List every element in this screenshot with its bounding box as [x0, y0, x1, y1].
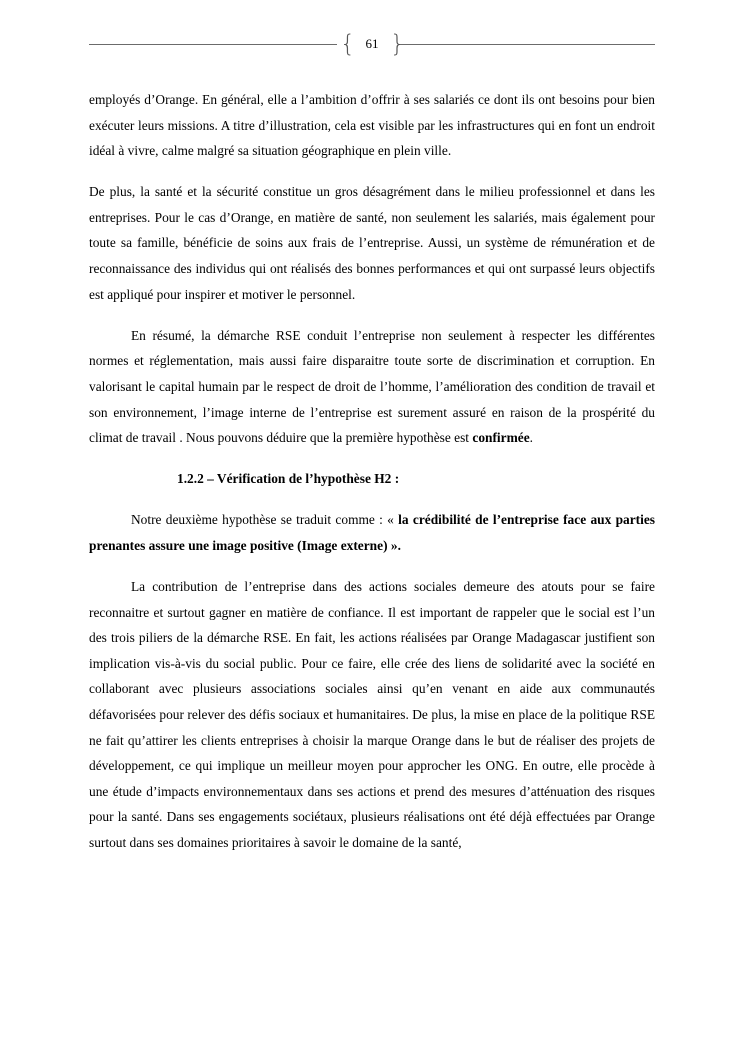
paragraph-health-safety: De plus, la santé et la sécurité constitue un gros désagrément dans le milieu professionnel et dans les entreprises. Pour le cas d’Orange, en matière de santé, non seulement les salariés, mais également pour toute sa famille, bénéficie de soins aux frais de l’entreprise. Aussi, un système de rémunération et de reconnaissance des individus qui ont réalisés des bonnes performances et qui ont surpassé leurs objectifs est appliqué pour inspirer et motiver le personnel. [89, 184, 655, 302]
hypothesis-statement: la crédibilité de l’entreprise face aux parties prenantes assure une image positive (Image externe) ». [89, 512, 655, 553]
paragraph-hypothesis-two [89, 507, 655, 558]
paragraph-employees: employés d’Orange. En général, elle a l’ambition d’offrir à ses salariés ce dont ils ont besoins pour bien exécuter leurs missions. A titre d’illustration, cela est visible par les infrastructures qui en font un endroit idéal à vivre, calme malgré sa situation géographique en plein ville. [89, 92, 655, 159]
paragraph-summary [89, 323, 655, 451]
summary-period: . [529, 430, 534, 446]
document-body [89, 87, 655, 856]
right-brace-icon: } [390, 30, 406, 58]
paragraph-contribution: La contribution de l’entreprise dans des actions sociales demeure des atouts pour se faire reconnaitre et surtout gagner en matière de confiance. Il est important de rappeler que le social est l’un des trois piliers de la démarche RSE. En fait, les actions réalisées par Orange Madagascar justifient son implication vis-à-vis du social public. Pour ce faire, elle crée des liens de solidarité avec la société en collaborant avec plusieurs associations sociales ainsi qu’en venant en aide aux communautés défavorisées pour relever des défis sociaux et humanitaires. De plus, la mise en place de la politique RSE ne fait qu’attirer les clients entreprises à choisir la marque Orange dans le but de réaliser des projets de développement, ce qui implique un meilleur moyen pour approcher les ONG. En outre, elle procède à une étude d’impacts environnementaux dans ses actions et prend des mesures d’atténuation des risques pour la santé. Dans ses engagements sociétaux, plusieurs réalisations ont été déjà effectuées par Orange surtout dans ses domaines prioritaires à savoir le domaine de la santé, [89, 579, 655, 850]
page-number: 61 [365, 36, 379, 51]
summary-text: En résumé, la démarche RSE conduit l’entreprise non seulement à respecter les différentes normes et réglementation, mais aussi faire disparaitre toute sorte de discrimination et corruption. En valorisant le capital humain par le respect de droit de l’homme, l’amélioration des condition de travail et son environnement, l’image interne de l’entreprise est surement assuré en raison de la prospérité du climat de travail . Nous pouvons déduire que la première hypothèse est [89, 327, 655, 446]
summary-bold-confirmed: confirmée [472, 430, 530, 446]
section-heading: 1.2.2 – Vérification de l’hypothèse H2 : [177, 471, 400, 487]
header-rule-right [400, 44, 655, 45]
header-rule-left [89, 44, 337, 45]
hypothesis-intro: Notre deuxième hypothèse se traduit comme : « [131, 512, 399, 528]
left-brace-icon: { [340, 30, 356, 58]
page-header [89, 30, 655, 58]
